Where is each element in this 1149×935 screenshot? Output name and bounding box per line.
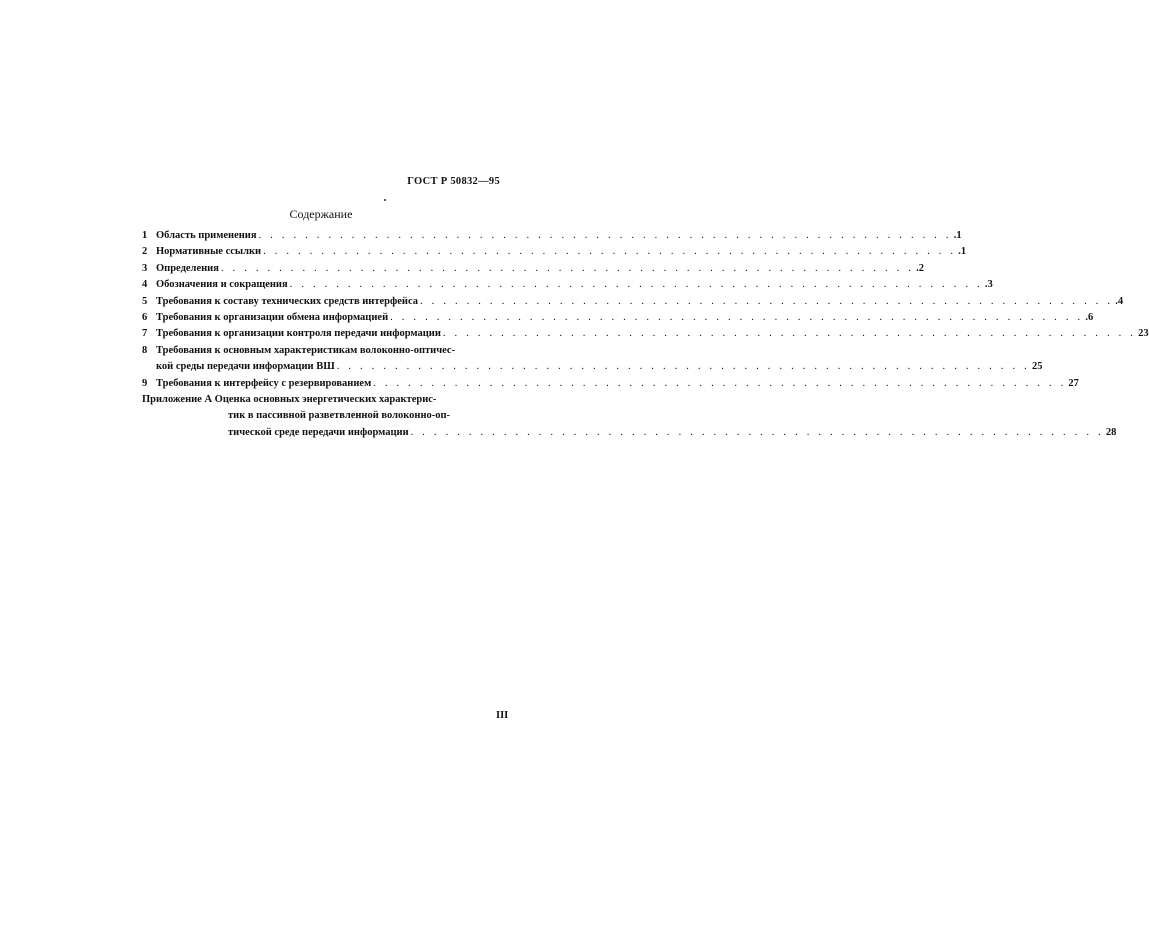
toc-entry-number: 5 [142, 295, 148, 307]
toc-entry-label: Требования к интерфейсу с резервированием [156, 377, 372, 389]
toc-title: Содержание [289, 207, 353, 221]
toc-entry-page: 27 [1068, 377, 1079, 389]
toc-entry-page: .6 [1085, 311, 1094, 323]
toc-entry-page: .1 [953, 230, 962, 241]
toc-appendix-a-line-3[interactable] [142, 425, 1117, 441]
dot-leader [290, 277, 983, 293]
toc-appendix-label: Приложение А Оценка основных энергетических характерис- [142, 393, 437, 405]
toc-appendix-a[interactable] [142, 392, 500, 408]
toc-entry-8[interactable] [142, 343, 500, 359]
toc-entry-label: Определения [156, 262, 219, 274]
toc-entry-number: 6 [142, 311, 148, 323]
toc-entry-page: 23 [1138, 328, 1149, 340]
toc-entry-page: .1 [958, 246, 967, 258]
toc-entry-8-continued[interactable] [142, 359, 1043, 375]
toc-entry-6[interactable] [142, 310, 1094, 326]
toc-entry-4[interactable] [142, 277, 993, 293]
toc-entry-number: 3 [142, 262, 148, 274]
toc-entry-number: 9 [142, 377, 148, 389]
toc-entry-page: .4 [1115, 295, 1124, 307]
toc-entry-9[interactable] [142, 376, 1079, 392]
toc-entry-1[interactable] [142, 228, 962, 244]
toc-appendix-label-continued: тик в пассивной разветвленной волоконно-оп- [228, 410, 451, 422]
toc-entry-label: Требования к организации обмена информацией [156, 311, 389, 323]
document-code: ГОСТ Р 50832—95 [407, 176, 500, 187]
dot-leader [263, 244, 956, 260]
toc-entry-number: 2 [142, 246, 148, 258]
page-number: III [496, 710, 509, 721]
dot-leader [411, 425, 1104, 441]
toc-entry-label: Требования к составу технических средств интерфейса [156, 295, 419, 307]
toc-entry-number: 4 [142, 279, 148, 291]
toc-entry-label: Нормативные ссылки [156, 246, 262, 258]
table-of-contents [142, 228, 1149, 441]
toc-entry-label: Требования к организации контроля передачи информации [156, 328, 441, 340]
toc-entry-page: 28 [1105, 426, 1117, 438]
dot-leader [373, 376, 1066, 392]
toc-appendix-a-line-2[interactable] [142, 408, 500, 424]
toc-entry-label: Обозначения и сокращения [156, 279, 288, 291]
toc-entry-number: 7 [142, 328, 148, 340]
dot-leader [221, 261, 914, 277]
toc-entry-7[interactable] [142, 326, 1149, 342]
toc-entry-number: 1 [142, 230, 148, 241]
toc-entry-number: 8 [142, 344, 148, 356]
print-speck [384, 199, 386, 201]
toc-entry-label: Требования к основным характеристикам волоконно-оптичес- [156, 344, 456, 356]
toc-entry-page: .3 [984, 279, 993, 291]
dot-leader [390, 310, 1083, 326]
dot-leader [443, 326, 1136, 342]
toc-entry-page: .2 [916, 262, 924, 274]
toc-entry-page: 25 [1031, 361, 1043, 373]
toc-appendix-label-continued: тической среде передачи информации [228, 426, 409, 438]
toc-entry-label: Область применения [156, 230, 257, 241]
toc-entry-3[interactable] [142, 261, 924, 277]
dot-leader [259, 228, 952, 244]
dot-leader [337, 359, 1030, 375]
toc-entry-2[interactable] [142, 244, 967, 260]
dot-leader [420, 294, 1113, 310]
toc-entry-label-continued: кой среды передачи информации ВШ [156, 361, 335, 373]
toc-entry-5[interactable] [142, 294, 1124, 310]
